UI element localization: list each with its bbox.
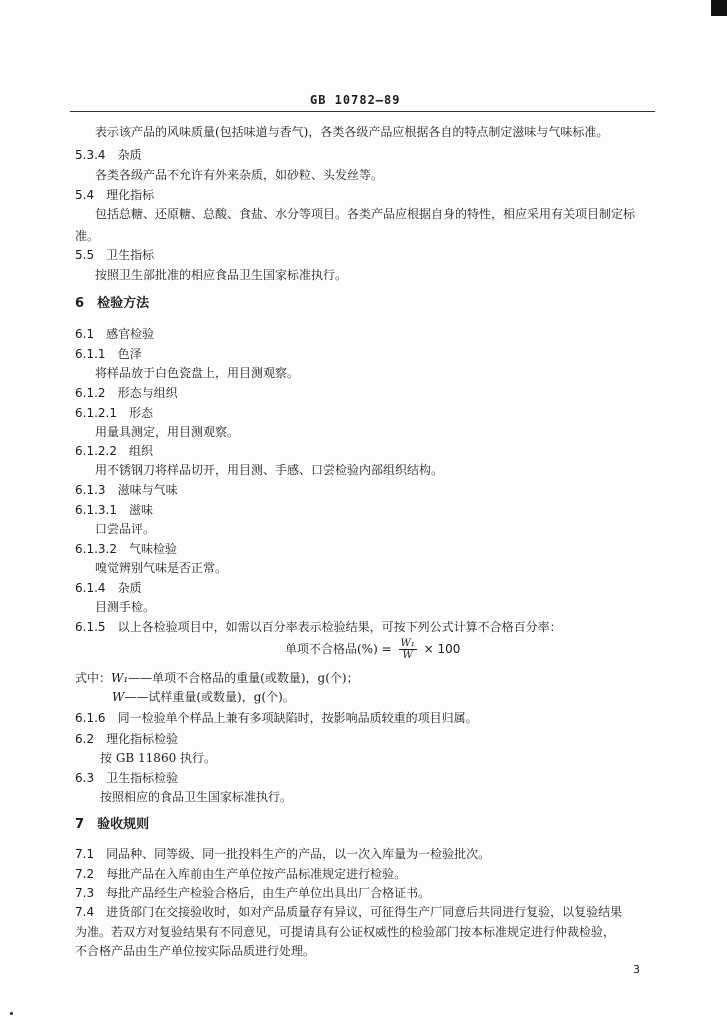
formula-def-w: ——试样重量(或数量)，g(个)。: [124, 690, 295, 704]
section-number: 6.1.3.2: [75, 542, 117, 556]
section-text: 每批产品经生产检验合格后，由生产单位出具出厂合格证书。: [106, 886, 431, 900]
section-number: 7.4: [75, 905, 95, 919]
body-line: 用量具测定，用目测观察。: [95, 425, 240, 439]
body-line: 将样品放于白色瓷盘上，用目测观察。: [95, 366, 300, 380]
section-6-1-4: [75, 580, 142, 596]
formula-where: 式中：: [75, 671, 112, 685]
body-line: 口尝品评。: [95, 522, 156, 536]
page-number: 3: [633, 963, 640, 976]
section-number: 6.1.6: [75, 711, 106, 725]
section-number: 6.1.3.1: [75, 503, 117, 517]
section-6-1-2: [75, 385, 178, 401]
section-6-3: [75, 770, 178, 786]
scan-speck: [10, 1012, 13, 1015]
section-6-1-2-1: [75, 405, 153, 421]
formula-multiplier: × 100: [423, 642, 461, 656]
section-number: 7.3: [75, 886, 95, 900]
formula-lhs: 单项不合格品(%): [285, 642, 378, 656]
section-number: 7.2: [75, 867, 95, 881]
body-line: 为准。若双方对复验结果有不同意见，可提请具有公证权威性的检验部门按本标准规定进行仲裁检验，: [75, 925, 616, 939]
body-line: 按 GB 11860 执行。: [100, 751, 217, 765]
section-title: 气味检验: [129, 542, 178, 556]
chapter-number: 6: [75, 296, 85, 311]
formula-equals: =: [381, 642, 392, 656]
section-text: 进货部门在交接验收时，如对产品质量存有异议，可征得生产厂同意后共同进行复验，以复验结果: [106, 905, 623, 919]
section-number: 6.1.4: [75, 581, 106, 595]
section-title: 理化指标检验: [106, 732, 179, 746]
section-7-2: [75, 866, 406, 882]
section-text: 以上各检验项目中，如需以百分率表示检验结果，可按下列公式计算不合格百分率：: [117, 620, 562, 634]
formula-denominator: W: [402, 650, 413, 661]
section-text: 同一检验单个样品上兼有多项缺陷时，按影响品质较重的项目归属。: [117, 711, 478, 725]
section-title: 卫生指标: [106, 248, 155, 262]
section-number: 6.1.5: [75, 620, 106, 634]
section-7-3: [75, 885, 430, 901]
section-title: 卫生指标检验: [106, 771, 179, 785]
section-text: 每批产品在入库前由生产单位按产品标准规定进行检验。: [106, 867, 407, 881]
section-6-1-2-2: [75, 443, 153, 459]
body-line: 不合格产品由生产单位按实际品质进行处理。: [75, 944, 316, 958]
formula-def-w1: ——单项不合格品的重量(或数量)，g(个)；: [128, 671, 359, 685]
formula-where-line-2: [112, 689, 295, 705]
section-title: 形态与组织: [117, 386, 178, 400]
chapter-title: 检验方法: [97, 296, 150, 311]
section-number: 5.4: [75, 188, 95, 202]
section-title: 形态: [129, 406, 154, 420]
section-text: 同品种、同等级、同一批投料生产的产品，以一次入库量为一检验批次。: [106, 847, 491, 861]
formula-where-line-1: [75, 670, 359, 686]
section-6-1-3-1: [75, 502, 153, 518]
section-number: 6.1.3: [75, 483, 106, 497]
body-line: 按照相应的食品卫生国家标准执行。: [100, 790, 293, 804]
section-title: 杂质: [117, 581, 142, 595]
section-number: 6.2: [75, 732, 95, 746]
section-title: 组织: [129, 444, 154, 458]
chapter-7-heading: [75, 817, 149, 833]
body-line: 目测手检。: [95, 600, 156, 614]
standard-code-header: GB 10782—89: [310, 93, 401, 107]
section-6-1-5: [75, 619, 562, 635]
section-number: 5.5: [75, 248, 95, 262]
section-6-1-6: [75, 710, 478, 726]
section-number: 6.1.2: [75, 386, 106, 400]
formula-fraction: [399, 638, 417, 661]
section-number: 7.1: [75, 847, 95, 861]
percent-formula: [285, 637, 460, 661]
section-number: 5.3.4: [75, 148, 106, 162]
section-title: 色泽: [117, 347, 142, 361]
section-5-4: [75, 187, 154, 203]
section-6-1: [75, 326, 154, 342]
formula-var-w: W: [112, 690, 125, 704]
section-number: 6.1.2.2: [75, 444, 117, 458]
section-title: 滋味: [129, 503, 154, 517]
section-6-2: [75, 731, 178, 747]
section-number: 6.1.2.1: [75, 406, 117, 420]
section-title: 滋味与气味: [117, 483, 178, 497]
section-title: 感官检验: [106, 327, 155, 341]
section-title: 杂质: [117, 148, 142, 162]
chapter-title: 验收规则: [97, 817, 150, 832]
section-6-1-3: [75, 482, 178, 498]
chapter-number: 7: [75, 817, 85, 832]
section-number: 6.3: [75, 771, 95, 785]
section-number: 6.1: [75, 327, 95, 341]
section-7-4: [75, 904, 622, 920]
body-line: 准。: [75, 229, 100, 243]
body-line: 表示该产品的风味质量(包括味道与香气)，各类各级产品应根据各自的特点制定滋味与气味标准。: [95, 125, 609, 139]
section-6-1-3-2: [75, 541, 177, 557]
chapter-6-heading: [75, 296, 149, 312]
section-6-1-1: [75, 346, 142, 362]
body-line: 嗅觉辨别气味是否正常。: [95, 561, 228, 575]
section-5-3-4: [75, 147, 142, 163]
body-line: 包括总糖、还原糖、总酸、食盐、水分等项目。各类产品应根据自身的特性，相应采用有关项目制定标: [95, 207, 636, 221]
section-7-1: [75, 846, 490, 862]
scan-corner-mark: [711, 0, 727, 16]
body-line: 用不锈钢刀将样品切开，用目测、手感、口尝检验内部组织结构。: [95, 463, 444, 477]
body-line: 按照卫生部批准的相应食品卫生国家标准执行。: [95, 268, 348, 282]
section-5-5: [75, 247, 154, 263]
section-title: 理化指标: [106, 188, 155, 202]
header-rule: [70, 111, 655, 112]
body-line: 各类各级产品不允许有外来杂质，如砂粒、头发丝等。: [95, 168, 384, 182]
formula-numerator: W₁: [400, 638, 415, 649]
formula-var-w1: W₁: [111, 671, 129, 685]
section-number: 6.1.1: [75, 347, 106, 361]
